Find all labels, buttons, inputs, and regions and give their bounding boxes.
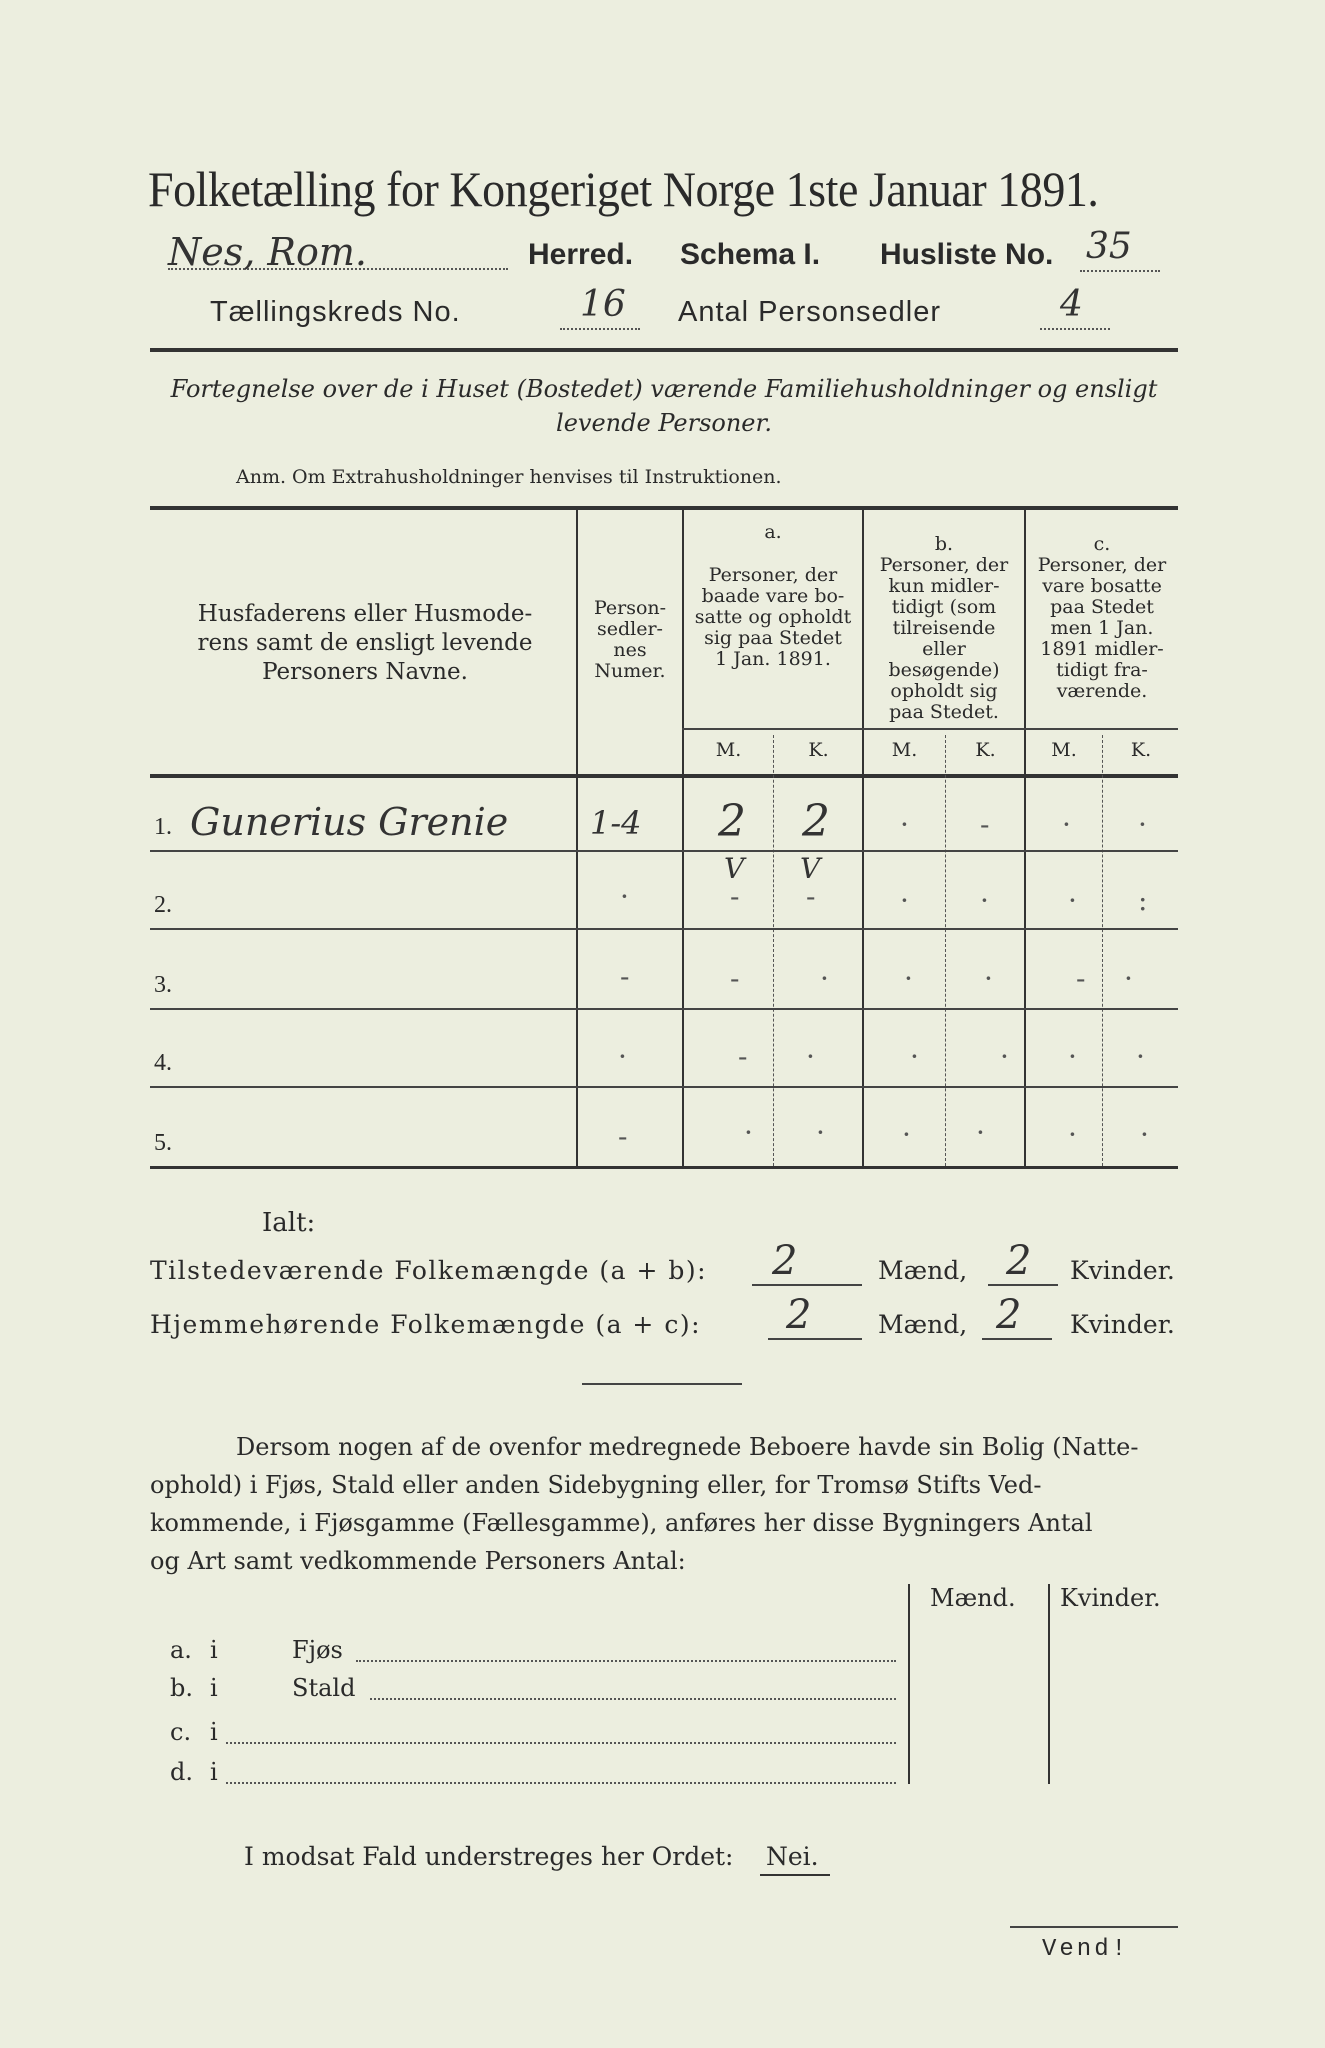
row-c-m: · xyxy=(1068,884,1077,917)
row-a-m: 2 xyxy=(718,796,746,847)
row-c-k: : xyxy=(1138,884,1148,917)
row-sedler: - xyxy=(618,1120,628,1153)
row-c-k: · xyxy=(1136,1040,1145,1073)
row-b-k: · xyxy=(976,1116,985,1149)
intro-line-2: levende Personer. xyxy=(556,409,772,437)
section-divider xyxy=(582,1383,742,1385)
mk-header-rule xyxy=(682,728,1178,730)
row-sedler: · xyxy=(618,1040,627,1073)
row-b-m: · xyxy=(902,1118,911,1151)
total-present-kvinder-label: Kvinder. xyxy=(1070,1256,1175,1285)
row-c-m: · xyxy=(1068,1118,1077,1151)
row-b-m: · xyxy=(900,884,909,917)
row-c-m: · xyxy=(1062,808,1071,841)
b-m-label: M. xyxy=(891,739,918,761)
total-present-maend-label: Mænd, xyxy=(878,1256,968,1285)
row-a-k: · xyxy=(820,962,829,995)
row-b-k: · xyxy=(980,884,989,917)
row-b-m: · xyxy=(910,1040,919,1073)
outbuilding-vline-2 xyxy=(1048,1584,1050,1784)
col-a-header: a. Personer, der baade vare bo- satte og opholdt sig paa Stedet 1 Jan. 1891. xyxy=(694,521,852,670)
total-present-kvinder: 2 xyxy=(1006,1238,1032,1284)
ialt-label: Ialt: xyxy=(262,1208,316,1238)
row-c-m: - xyxy=(1076,962,1086,995)
row-sedler: 1-4 xyxy=(590,804,642,842)
total-present-maend-line xyxy=(752,1284,862,1286)
row-sedler: · xyxy=(620,880,629,913)
table-vline-ak xyxy=(773,735,775,1166)
schema-label: Schema I. xyxy=(680,238,821,271)
row-b-m: · xyxy=(904,962,913,995)
row-b-k: · xyxy=(1000,1040,1009,1073)
header-rule xyxy=(150,348,1178,352)
outbuilding-paragraph xyxy=(150,1428,1178,1580)
personsedler-value: 4 xyxy=(1060,284,1083,325)
personsedler-dotline xyxy=(1040,328,1110,330)
b-k-label: K. xyxy=(975,739,996,761)
anm-note: Anm. Om Extrahusholdninger henvises til Instruktionen. xyxy=(236,466,782,488)
c-m-label: M. xyxy=(1051,739,1077,761)
row-rule-4 xyxy=(150,1086,1178,1088)
husliste-value: 35 xyxy=(1086,226,1132,267)
intro-text xyxy=(150,372,1178,440)
outbuilding-line-3: kommende, i Fjøsgamme (Fællesgamme), anføres her disse Bygningers Antal xyxy=(150,1509,1093,1537)
total-resident-kvinder: 2 xyxy=(996,1292,1022,1338)
row-b-k: · xyxy=(984,962,993,995)
col-num-header: Person- sedler- nes Numer. xyxy=(593,597,667,682)
kreds-value: 16 xyxy=(580,284,626,325)
total-resident-label: Hjemmehørende Folkemængde (a + c): xyxy=(150,1310,701,1339)
a-k-label: K. xyxy=(808,739,829,761)
total-resident-maend-label: Mænd, xyxy=(878,1310,968,1339)
total-resident-kvinder-label: Kvinder. xyxy=(1070,1310,1175,1339)
row-c-k: · xyxy=(1124,962,1133,995)
row-b-m: · xyxy=(900,808,909,841)
husliste-dotline xyxy=(1080,270,1160,272)
a-m-label: M. xyxy=(715,739,742,761)
c-k-label: K. xyxy=(1130,739,1152,761)
outbuilding-line-4: og Art samt vedkommende Personers Antal: xyxy=(150,1547,686,1575)
outbuilding-vline-1 xyxy=(908,1584,910,1784)
row-a-k: - xyxy=(806,880,816,913)
form-title: Folketælling for Kongeriget Norge 1ste Januar 1891. xyxy=(148,161,1099,217)
total-present-kvinder-line xyxy=(988,1284,1058,1286)
nei-underline xyxy=(760,1874,830,1876)
row-c-m: · xyxy=(1068,1040,1077,1073)
row-rule-3 xyxy=(150,1008,1178,1010)
col-c-header: c. Personer, der vare bosatte paa Stedet men 1 Jan. 1891 midler- tidigt fra- værende. xyxy=(1037,533,1167,702)
intro-line-1: Fortegnelse over de i Huset (Bostedet) værende Familiehusholdninger og ensligt xyxy=(170,375,1158,403)
row-a-m: - xyxy=(730,962,740,995)
total-resident-maend-line xyxy=(768,1338,862,1340)
outbuilding-line-2: ophold) i Fjøs, Stald eller anden Sidebygning eller, for Tromsø Stifts Ved- xyxy=(150,1471,1042,1499)
row-b-k: - xyxy=(980,808,990,841)
check-mark: V xyxy=(724,852,745,885)
row-a-m: - xyxy=(730,880,740,913)
total-present-maend: 2 xyxy=(772,1238,798,1284)
vend-label: Vend! xyxy=(1042,1936,1130,1963)
row-rule-2 xyxy=(150,928,1178,930)
modsat-text: I modsat Fald understreges her Ordet: xyxy=(244,1842,734,1871)
row-rule-1 xyxy=(150,850,1178,852)
herred-value: Nes, Rom. xyxy=(168,230,367,274)
row-number: 1. xyxy=(154,814,172,840)
col-b-header: b. Personer, der kun midler- tidigt (som tilreisende eller besøgende) opholdt sig paa Stedet. xyxy=(879,533,1009,723)
col-name-header: Husfaderens eller Husmode- rens samt de ensligt levende Personers Navne. xyxy=(197,601,533,685)
row-number: 4. xyxy=(154,1050,172,1076)
table-vline-bk xyxy=(945,735,947,1166)
row-number: 2. xyxy=(154,892,172,918)
vend-rule xyxy=(1010,1926,1178,1928)
row-a-m: · xyxy=(744,1116,753,1149)
check-mark: V xyxy=(800,852,821,885)
row-a-m: - xyxy=(738,1040,748,1073)
outbuilding-kvinder-header: Kvinder. xyxy=(1060,1584,1161,1612)
outbuilding-maend-header: Mænd. xyxy=(930,1584,1016,1612)
husliste-label: Husliste No. xyxy=(880,238,1054,271)
outbuilding-line-1: Dersom nogen af de ovenfor medregnede Beboere havde sin Bolig (Natte- xyxy=(236,1433,1139,1461)
herred-label: Herred. xyxy=(528,238,634,271)
row-c-k: · xyxy=(1140,1118,1149,1151)
table-vline-ck xyxy=(1102,735,1104,1166)
row-name: Gunerius Grenie xyxy=(190,800,509,844)
row-c-k: · xyxy=(1138,808,1147,841)
row-a-k: · xyxy=(816,1116,825,1149)
kreds-label: Tællingskreds No. xyxy=(210,296,461,328)
row-a-k: · xyxy=(806,1040,815,1073)
kreds-dotline xyxy=(560,328,640,330)
total-present-label: Tilstedeværende Folkemængde (a + b): xyxy=(150,1256,708,1285)
total-resident-kvinder-line xyxy=(982,1338,1052,1340)
row-number: 3. xyxy=(154,972,172,998)
nei-word: Nei. xyxy=(766,1842,819,1871)
row-sedler: - xyxy=(620,960,630,993)
row-a-k: 2 xyxy=(802,796,830,847)
herred-dotline xyxy=(168,268,508,270)
table-bottom-rule xyxy=(150,1166,1178,1169)
total-resident-maend: 2 xyxy=(786,1292,812,1338)
census-form-page: Folketælling for Kongeriget Norge 1ste Januar 1891. Nes, Rom. Herred. Schema I. Husliste No. 35 Tællingskreds No. 16 Antal Personsedler 4 Fortegnelse over de i Huset (Bostedet) værende Familiehusholdninger og ensligt levende Personer. Anm. Om Extrahusholdninger henvises til Instruktionen. Husfaderens eller Husmode- rens samt de ensligt levende Personers Navne. Person- sedler- nes Numer. a. Personer, der baade vare bo- satte og opholdt sig paa Stedet 1 Jan. 1891. b. Personer, der kun midler- tidigt (som tilreisende eller besøgende) opholdt sig paa Stedet. c. Personer, der vare bosatte paa Stedet men 1 Jan. 1891 midler- tidigt fra- værende. M. K. M. K. M. K. 1. Gunerius Grenie 1-4 2 2 V V · - · · 2. · - - · · · : 3. - - · · · - · 4. · - · · · · · 5. - · · · · · · Ialt: Tilstedeværende Folkemængde (a + b): 2 Mænd, 2 Kvinder. Hjemmehørende Folkemængde (a + c): 2 Mænd, 2 Kvinder. Dersom nogen af de ovenfor medregnede Beboere havde sin Bolig (Natte- ophold) i Fjøs, Stald eller anden Sidebygning eller, for Tromsø Stifts Ved- kommende, i Fjøsgamme (Fællesgamme), anføres her disse Bygningers Antal og Art samt vedkommende Personers Antal: Mænd. Kvinder. a. i Fjøs b. i Stald c. i d. i I modsat Fald understreges her Ordet: Nei. Vend! xyxy=(0,0,1325,2048)
row-number: 5. xyxy=(154,1130,172,1156)
personsedler-label: Antal Personsedler xyxy=(678,296,942,328)
